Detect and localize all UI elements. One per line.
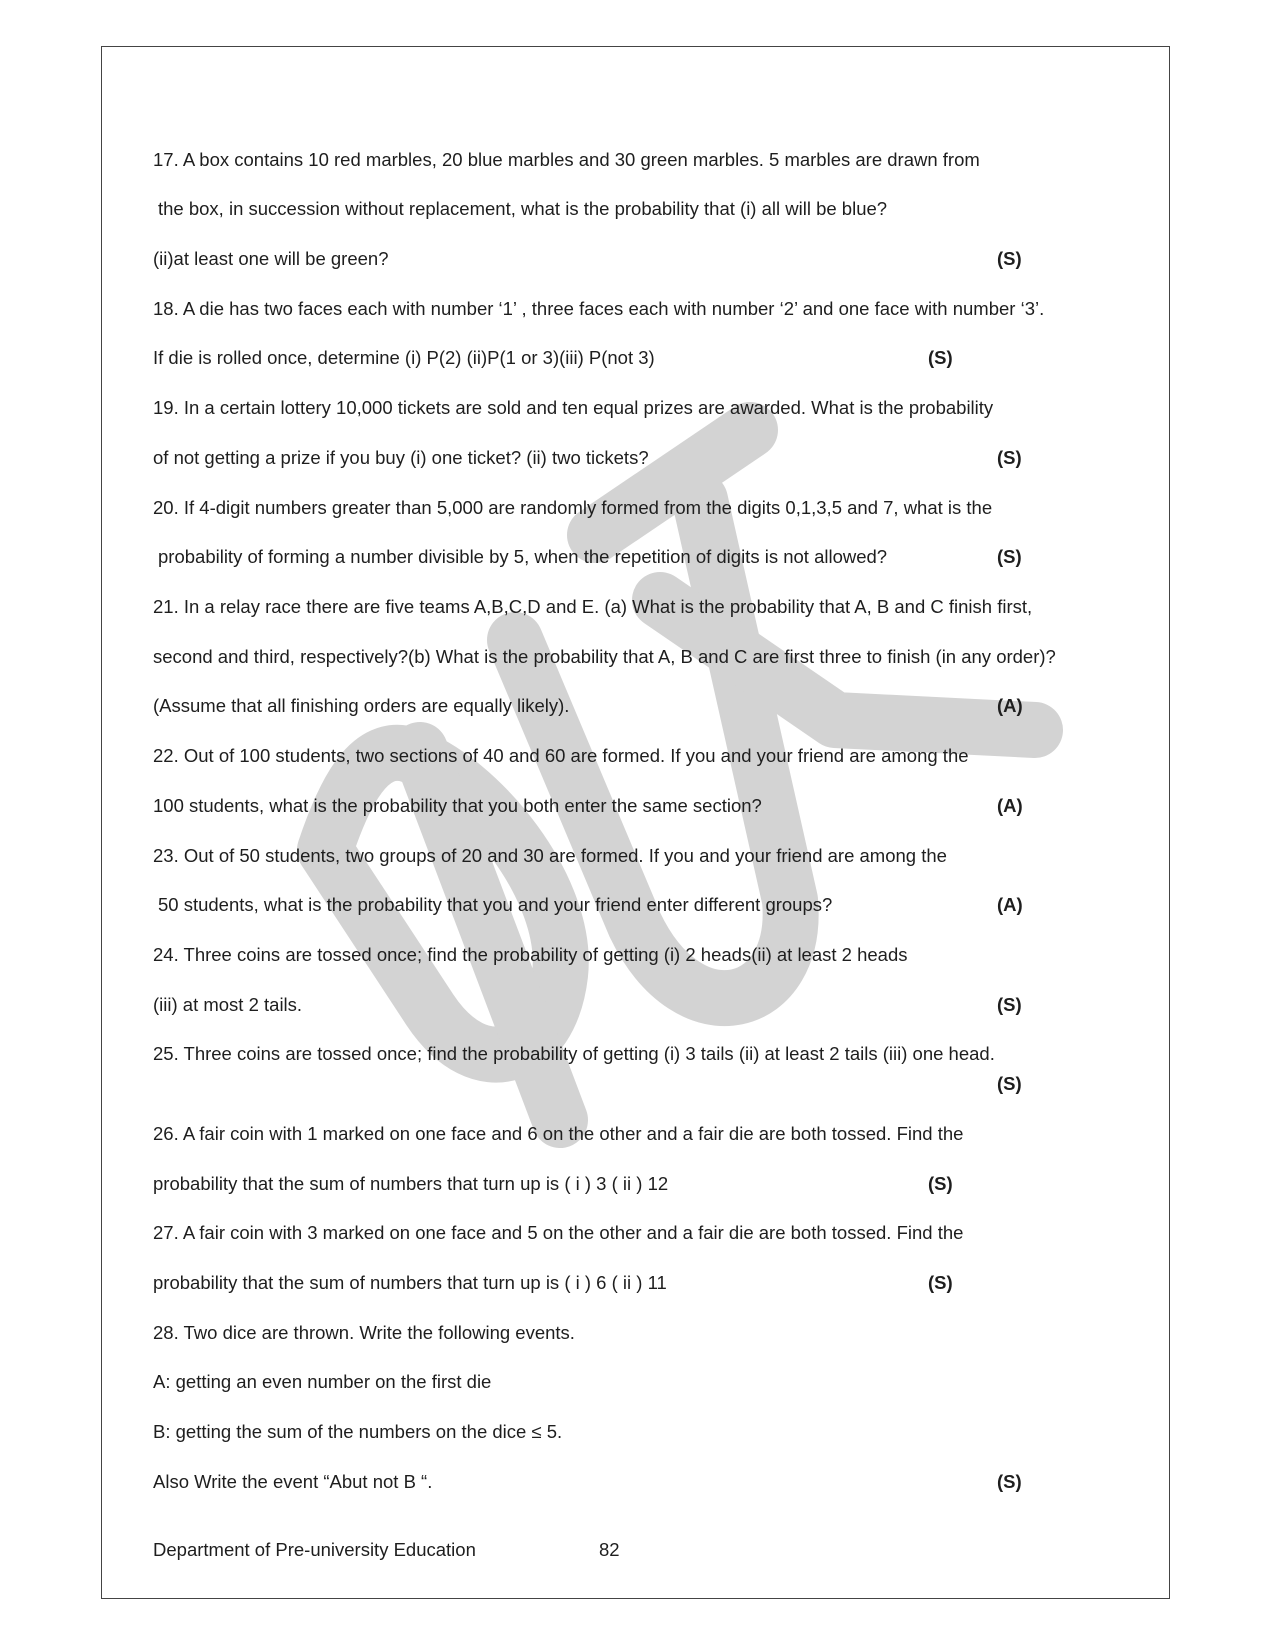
q23-tag: (A) bbox=[997, 894, 1023, 915]
q24-line-1: 24. Three coins are tossed once; find the probability of getting (i) 2 heads(ii) at least 2 heads bbox=[153, 944, 908, 965]
q22-line-1: 22. Out of 100 students, two sections of 40 and 60 are formed. If you and your friend are among the bbox=[153, 745, 969, 766]
q17-line-1: 17. A box contains 10 red marbles, 20 blue marbles and 30 green marbles. 5 marbles are drawn from bbox=[153, 149, 980, 170]
q23-line-1: 23. Out of 50 students, two groups of 20 and 30 are formed. If you and your friend are among the bbox=[153, 845, 947, 866]
q21-tag: (A) bbox=[997, 695, 1023, 716]
q23-line-2: 50 students, what is the probability that you and your friend enter different groups? bbox=[158, 894, 833, 915]
q17-line-3: (ii)at least one will be green? bbox=[153, 248, 389, 269]
q28-tag: (S) bbox=[997, 1471, 1022, 1492]
footer-page-number: 82 bbox=[599, 1539, 620, 1560]
q26-tag: (S) bbox=[928, 1173, 953, 1194]
q28-line-4: Also Write the event “Abut not B “. bbox=[153, 1471, 433, 1492]
q20-line-1: 20. If 4-digit numbers greater than 5,000 are randomly formed from the digits 0,1,3,5 and 7, what is the bbox=[153, 497, 993, 518]
q26-line-1: 26. A fair coin with 1 marked on one face and 6 on the other and a fair die are both tossed. Find the bbox=[153, 1123, 964, 1144]
footer-department: Department of Pre-university Education bbox=[153, 1539, 476, 1560]
q20-tag: (S) bbox=[997, 546, 1022, 567]
q28-line-1: 28. Two dice are thrown. Write the following events. bbox=[153, 1322, 575, 1343]
q18-line-1: 18. A die has two faces each with number ‘1’ , three faces each with number ‘2’ and one face with number ‘3’. bbox=[153, 298, 1045, 319]
q27-line-1: 27. A fair coin with 3 marked on one face and 5 on the other and a fair die are both tossed. Find the bbox=[153, 1222, 964, 1243]
q19-line-1: 19. In a certain lottery 10,000 tickets are sold and ten equal prizes are awarded. What is the probability bbox=[153, 397, 994, 418]
q19-tag: (S) bbox=[997, 447, 1022, 468]
q21-line-3: (Assume that all finishing orders are equally likely). bbox=[153, 695, 570, 716]
q28-line-3: B: getting the sum of the numbers on the dice ≤ 5. bbox=[153, 1421, 563, 1442]
q20-line-2: probability of forming a number divisible by 5, when the repetition of digits is not allowed? bbox=[158, 546, 888, 567]
q22-tag: (A) bbox=[997, 795, 1023, 816]
q27-line-2: probability that the sum of numbers that turn up is ( i ) 6 ( ii ) 11 bbox=[153, 1272, 667, 1293]
q18-tag: (S) bbox=[928, 347, 953, 368]
q21-line-2: second and third, respectively?(b) What is the probability that A, B and C are first three to finish (in any order)? bbox=[153, 646, 1056, 667]
q25-tag: (S) bbox=[997, 1073, 1022, 1094]
q26-line-2: probability that the sum of numbers that turn up is ( i ) 3 ( ii ) 12 bbox=[153, 1173, 669, 1194]
q25-line-1: 25. Three coins are tossed once; find the probability of getting (i) 3 tails (ii) at least 2 tails (iii) one head. bbox=[153, 1043, 995, 1064]
q18-line-2: If die is rolled once, determine (i) P(2) (ii)P(1 or 3)(iii) P(not 3) bbox=[153, 347, 655, 368]
q24-tag: (S) bbox=[997, 994, 1022, 1015]
q21-line-1: 21. In a relay race there are five teams A,B,C,D and E. (a) What is the probability that A, B and C finish first, bbox=[153, 596, 1033, 617]
q17-line-2: the box, in succession without replacement, what is the probability that (i) all will be blue? bbox=[158, 198, 888, 219]
q24-line-2: (iii) at most 2 tails. bbox=[153, 994, 303, 1015]
q27-tag: (S) bbox=[928, 1272, 953, 1293]
q22-line-2: 100 students, what is the probability that you both enter the same section? bbox=[153, 795, 762, 816]
q19-line-2: of not getting a prize if you buy (i) one ticket? (ii) two tickets? bbox=[153, 447, 649, 468]
q28-line-2: A: getting an even number on the first die bbox=[153, 1371, 492, 1392]
q17-tag: (S) bbox=[997, 248, 1022, 269]
page-border bbox=[101, 46, 1170, 1599]
